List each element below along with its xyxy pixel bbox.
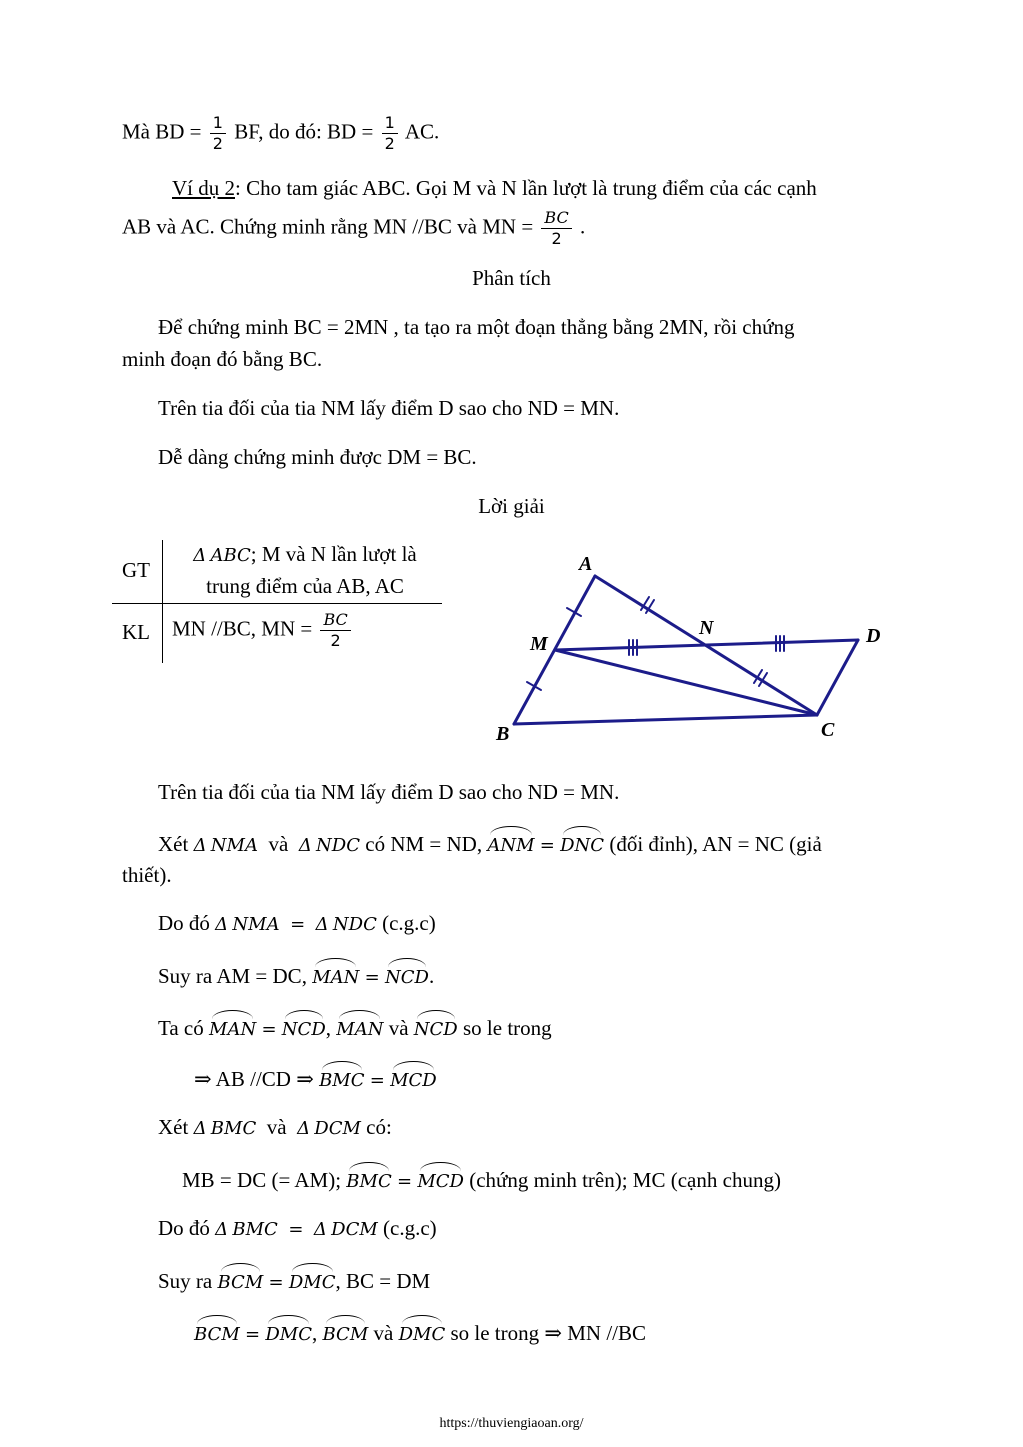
proof-line-5: Ta có MAN = NCD, MAN và NCD so le trong	[158, 1013, 552, 1043]
example-heading	[172, 175, 817, 201]
label-b: B	[496, 723, 510, 745]
text-ac: AC.	[404, 119, 440, 144]
heading-phan-tich: Phân tích	[472, 266, 551, 290]
footer-url[interactable]: https://thuviengiaoan.org/	[439, 1416, 584, 1431]
kl-content: MN //BC, MN = $\frac{BC}{2}$	[172, 610, 354, 651]
text-bc-mn: BC và MN =	[423, 214, 534, 239]
kl-label: KL	[122, 620, 150, 644]
triangle-figure	[480, 540, 900, 750]
text-line-1	[122, 113, 439, 154]
fraction-half: $\frac{1}{2}$	[210, 113, 226, 154]
gt-label: GT	[122, 558, 150, 582]
label-m: M	[530, 633, 548, 655]
proof-line-4: Suy ra AM = DC, MAN = NCD.	[158, 961, 434, 991]
segment-mc	[555, 650, 817, 715]
proof-line-6: ⇒ AB //CD ⇒ BMC = MCD	[194, 1064, 437, 1094]
proof-line-10: Suy ra BCM = DMC, BC = DM	[158, 1266, 430, 1296]
heading-loi-giai: Lời giải	[478, 494, 545, 518]
proof-line-2: Xét Δ NMA và Δ NDC có NM = ND, ANM = DNC (đối đỉnh), AN = NC (giả	[158, 829, 822, 859]
paragraph-3: Dễ dàng chứng minh được DM = BC.	[158, 445, 477, 469]
text-prove: AB và AC. Chứng minh rằng MN	[122, 214, 407, 239]
proof-line-3: Do đó Δ NMA = Δ NDC (c.g.c)	[158, 911, 436, 935]
label-n: N	[699, 617, 714, 639]
gt-content-line-2: trung điểm của AB, AC	[206, 574, 404, 598]
table-vertical-rule	[162, 540, 163, 663]
example-line-2	[122, 208, 585, 249]
paragraph-2: Trên tia đối của tia NM lấy điểm D sao cho ND = MN.	[158, 396, 620, 420]
proof-line-8: MB = DC (= AM); BMC = MCD (chứng minh trên); MC (cạnh chung)	[182, 1165, 781, 1195]
table-horizontal-rule	[112, 603, 442, 604]
text-bf: BF, do đó: BD =	[234, 119, 374, 144]
paragraph-1: Để chứng minh BC = 2MN , ta tạo ra một đoạn thẳng bằng 2MN, rồi chứng	[158, 315, 795, 339]
text-period: .	[579, 214, 586, 239]
paragraph-1b: minh đoạn đó bằng BC.	[122, 347, 323, 371]
segment-cd	[817, 640, 858, 715]
proof-line-11: BCM = DMC, BCM và DMC so le trong ⇒ MN //BC	[194, 1318, 646, 1348]
text-bd-intro: Mà BD =	[122, 119, 202, 144]
label-a: A	[579, 553, 593, 575]
label-c: C	[821, 719, 835, 741]
proof-line-9: Do đó Δ BMC = Δ DCM (c.g.c)	[158, 1216, 437, 1240]
gt-content-line-1: Δ ABC; M và N lần lượt là	[193, 542, 417, 566]
proof-line-2b: thiết).	[122, 863, 172, 887]
example-text: : Cho tam giác ABC. Gọi M và N lần lượt là trung điểm của các cạnh	[235, 176, 817, 200]
fraction-half-2: $\frac{1}{2}$	[382, 113, 398, 154]
gt-kl-table	[112, 540, 442, 665]
fraction-bc-2: $\frac{BC}{2}$	[541, 208, 571, 249]
parallel-symbol: //	[412, 214, 424, 239]
segment-bc	[514, 715, 817, 724]
example-label: Ví dụ 2	[172, 176, 235, 200]
label-d: D	[866, 625, 881, 647]
proof-line-1: Trên tia đối của tia NM lấy điểm D sao cho ND = MN.	[158, 780, 620, 804]
proof-line-7: Xét Δ BMC và Δ DCM có:	[158, 1115, 392, 1139]
segment-md	[555, 640, 858, 650]
